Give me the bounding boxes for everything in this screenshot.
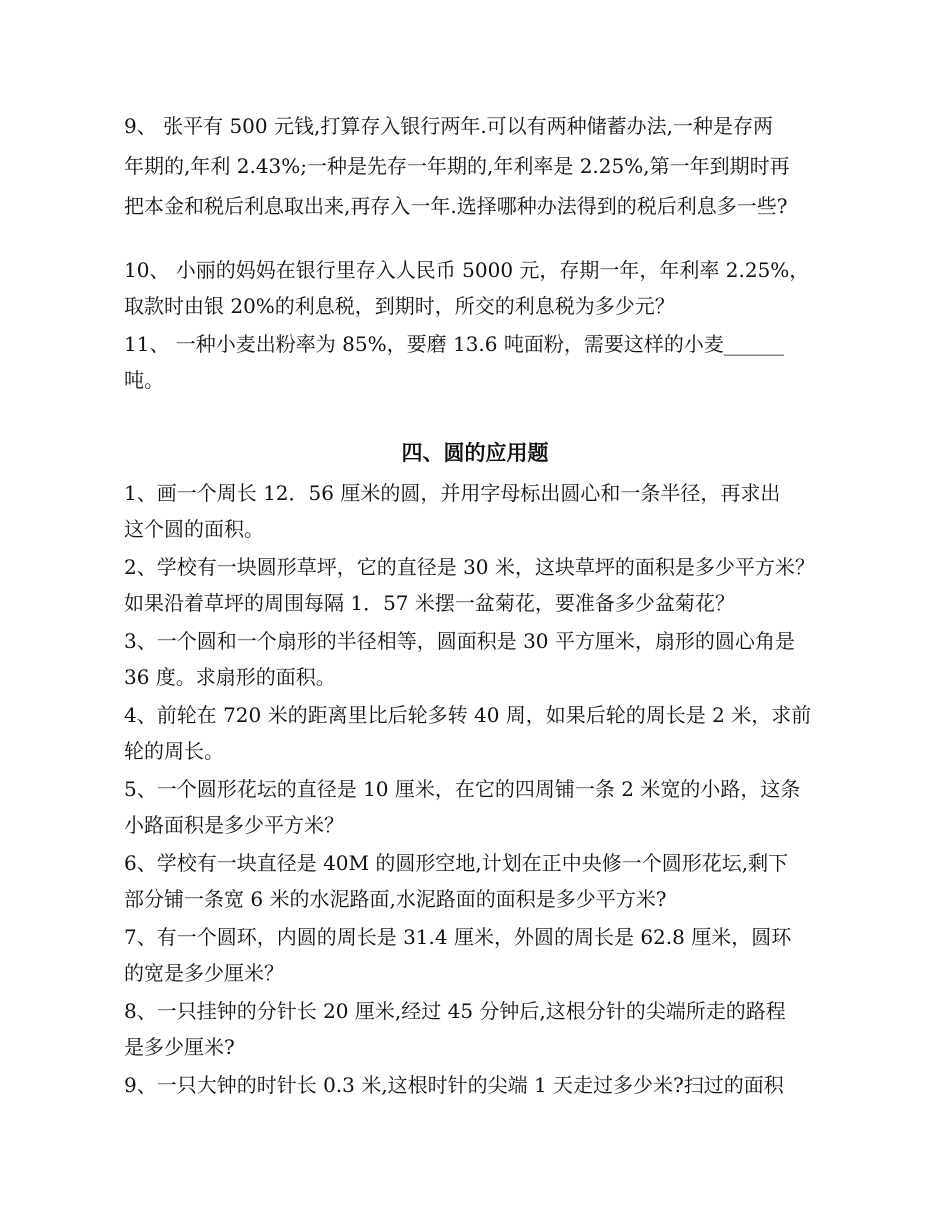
s4-line: 9、一只大钟的时针长 0.3 米,这根时针的尖端 1 天走过多少米?扫过的面积: [124, 1073, 784, 1097]
s4-line: 如果沿着草坪的周围每隔 1．57 米摆一盆菊花，要准备多少盆菊花？: [124, 591, 735, 615]
q9-line-3: 把本金和税后利息取出来,再存入一年.选择哪种办法得到的税后利息多一些?: [124, 194, 788, 218]
s4-line: 2、学校有一块圆形草坪，它的直径是 30 米，这块草坪的面积是多少平方米？: [124, 555, 815, 579]
q10-line-1: 10、 小丽的妈妈在银行里存入人民币 5000 元，存期一年，年利率 2.25%，: [124, 258, 810, 282]
section-heading: 四、圆的应用题: [401, 441, 549, 465]
q11-line-2: 吨。: [124, 368, 164, 392]
s4-line: 1、画一个周长 12．56 厘米的圆，并用字母标出圆心和一条半径，再求出: [124, 481, 781, 505]
q9-line-1: 9、 张平有 500 元钱,打算存入银行两年.可以有两种储蓄办法,一种是存两: [124, 114, 774, 138]
s4-line: 是多少厘米?: [124, 1035, 235, 1059]
s4-line: 8、一只挂钟的分针长 20 厘米,经过 45 分钟后,这根分针的尖端所走的路程: [124, 999, 786, 1023]
s4-line: 7、有一个圆环，内圆的周长是 31.4 厘米，外圆的周长是 62.8 厘米，圆环: [124, 925, 792, 949]
q9-line-2: 年期的,年利 2.43%;一种是先存一年期的,年利率是 2.25%,第一年到期时再: [124, 154, 790, 178]
s4-line: 小路面积是多少平方米？: [124, 813, 344, 837]
q10-line-2: 取款时由银 20%的利息税，到期时，所交的利息税为多少元？: [124, 294, 675, 318]
s4-line: 轮的周长。: [124, 739, 224, 763]
s4-line: 的宽是多少厘米？: [124, 961, 284, 985]
s4-line: 部分铺一条宽 6 米的水泥路面,水泥路面的面积是多少平方米?: [124, 887, 667, 911]
s4-line: 这个圆的面积。: [124, 517, 264, 541]
q11-line-1: 11、 一种小麦出粉率为 85%，要磨 13.6 吨面粉，需要这样的小麦______: [124, 332, 784, 356]
s4-line: 3、一个圆和一个扇形的半径相等，圆面积是 30 平方厘米，扇形的圆心角是: [124, 629, 795, 653]
s4-line: 4、前轮在 720 米的距离里比后轮多转 40 周，如果后轮的周长是 2 米，求前: [124, 703, 812, 727]
s4-line: 36 度。求扇形的面积。: [124, 665, 336, 689]
s4-line: 6、学校有一块直径是 40M 的圆形空地,计划在正中央修一个圆形花坛,剩下: [124, 851, 789, 875]
s4-line: 5、一个圆形花坛的直径是 10 厘米，在它的四周铺一条 2 米宽的小路，这条: [124, 777, 801, 801]
